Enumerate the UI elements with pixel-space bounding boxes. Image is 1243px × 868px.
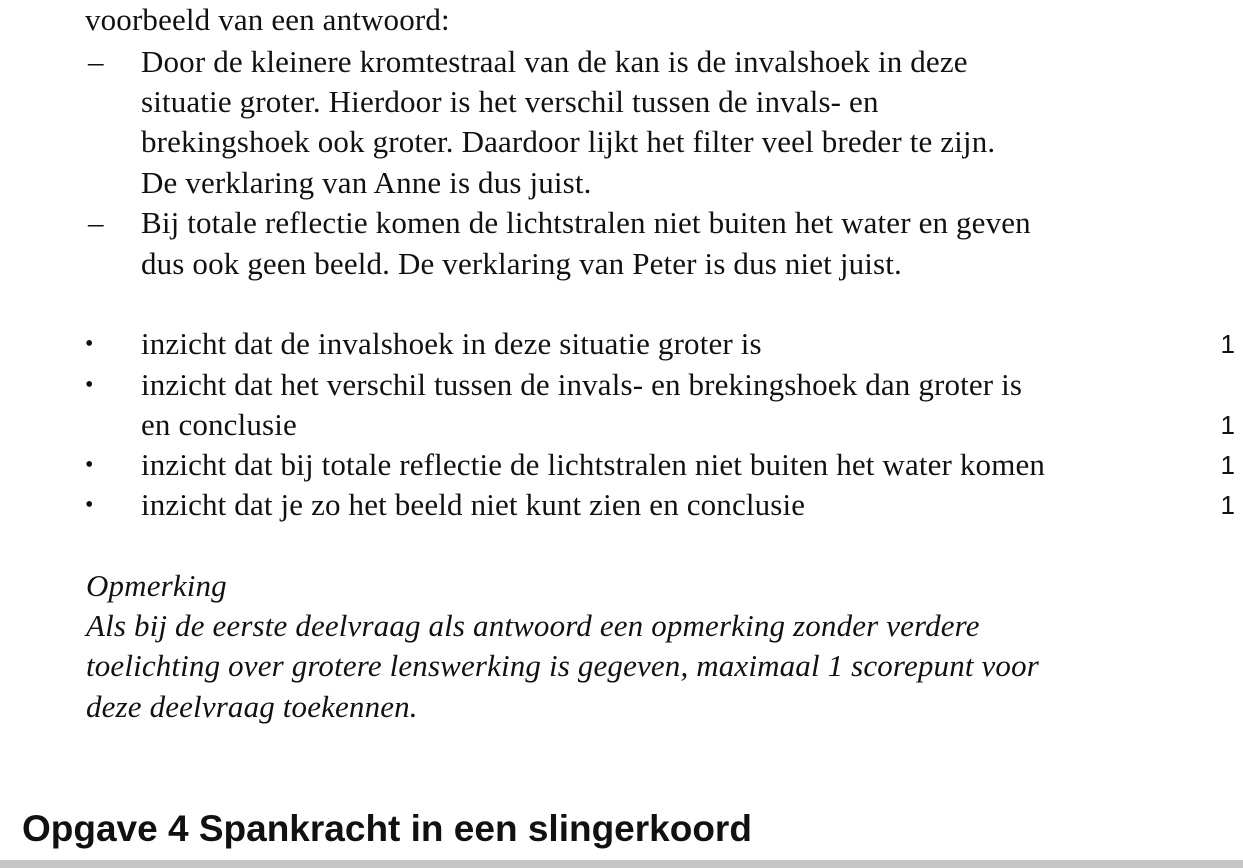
- remark-title: Opmerking: [86, 568, 227, 603]
- answer-line: Door de kleinere kromtestraal van de kan is de invalshoek in deze: [141, 44, 968, 79]
- answer-line: situatie groter. Hierdoor is het verschil tussen de invals- en: [141, 84, 879, 119]
- scoring-line: inzicht dat de invalshoek in deze situatie groter is: [141, 326, 762, 361]
- answer-intro: voorbeeld van een antwoord:: [85, 2, 450, 37]
- answer-line: dus ook geen beeld. De verklaring van Peter is dus niet juist.: [141, 246, 902, 281]
- scoring-line: inzicht dat bij totale reflectie de lichtstralen niet buiten het water komen: [141, 447, 1046, 482]
- remark-line: toelichting over grotere lenswerking is gegeven, maximaal 1 scorepunt voor: [86, 648, 1039, 683]
- dash-marker: –: [88, 205, 104, 240]
- bullet-marker: •: [85, 331, 94, 357]
- remark-line: Als bij de eerste deelvraag als antwoord een opmerking zonder verdere: [86, 608, 980, 643]
- score-points: 1: [1220, 329, 1235, 359]
- answer-line: De verklaring van Anne is dus juist.: [141, 165, 592, 200]
- dash-marker: –: [88, 44, 104, 79]
- score-points: 1: [1220, 490, 1235, 520]
- section-heading: Opgave 4 Spankracht in een slingerkoord: [22, 808, 752, 849]
- answer-line: Bij totale reflectie komen de lichtstralen niet buiten het water en geven: [141, 205, 1031, 240]
- scoring-line: en conclusie: [141, 407, 297, 442]
- bullet-marker: •: [85, 452, 94, 478]
- bullet-marker: •: [85, 492, 94, 518]
- answer-line: brekingshoek ook groter. Daardoor lijkt het filter veel breder te zijn.: [141, 124, 996, 159]
- scoring-line: inzicht dat je zo het beeld niet kunt zien en conclusie: [141, 487, 806, 522]
- score-points: 1: [1220, 450, 1235, 480]
- page-bottom-rule: [0, 860, 1243, 868]
- score-points: 1: [1220, 410, 1235, 440]
- remark-line: deze deelvraag toekennen.: [86, 689, 418, 724]
- scoring-line: inzicht dat het verschil tussen de invals- en brekingshoek dan groter is: [141, 367, 1023, 402]
- bullet-marker: •: [85, 372, 94, 398]
